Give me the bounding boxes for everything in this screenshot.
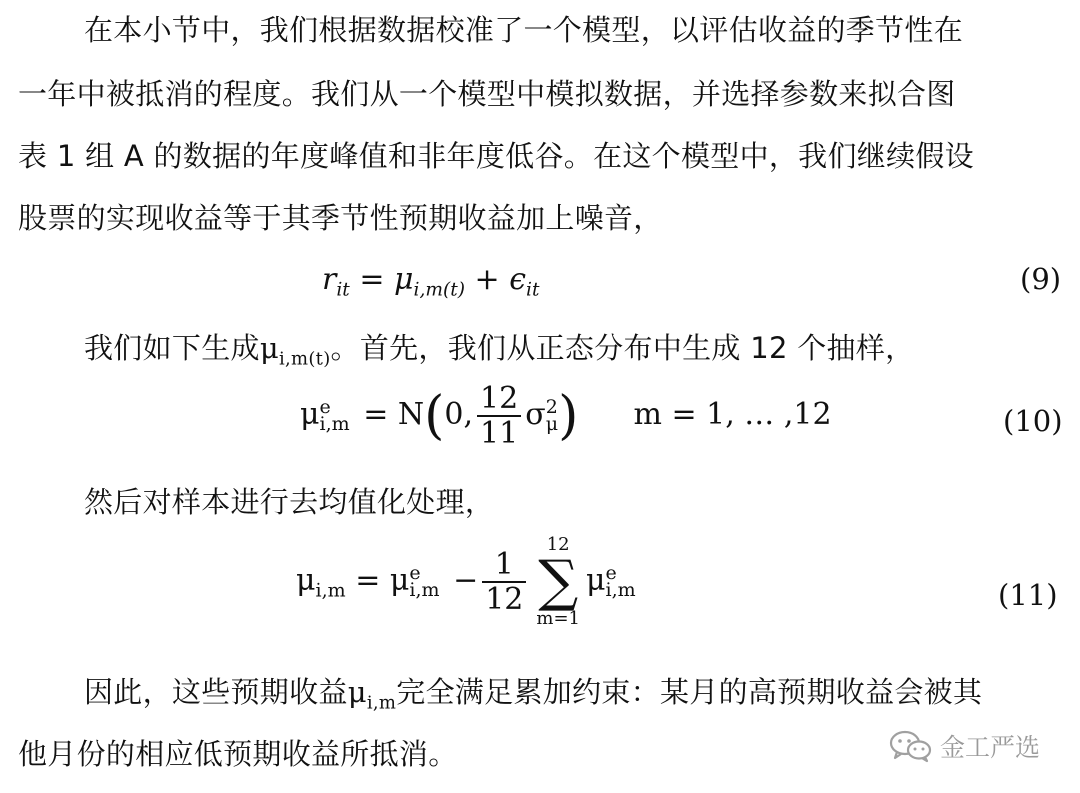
eq9-equals: =: [359, 262, 385, 297]
eq9-eps: ϵ: [509, 262, 527, 297]
eq11-mu-sup: e: [409, 561, 421, 584]
equation-10-number: (10): [1003, 404, 1063, 438]
eq10-zero: 0,: [444, 397, 474, 432]
equation-11: [296, 536, 636, 628]
equation-9-number: (9): [1020, 262, 1062, 296]
p4-mu-sub: i,m: [366, 692, 397, 714]
paragraph-1-line-3: 表 1 组 A 的数据的年度峰值和非年度低谷。在这个模型中，我们继续假设: [18, 139, 974, 173]
p4-text-after: 完全满足累加约束：某月的高预期收益会被其: [396, 675, 983, 709]
eq10-mu-sub: i,m: [319, 413, 350, 435]
eq9-mu-sub: i,m(t): [413, 279, 465, 301]
eq11-summation: [536, 536, 580, 628]
eq10-close-paren: ): [558, 386, 579, 446]
paragraph-3: 然后对样本进行去均值化处理，: [84, 485, 495, 519]
eq11-fraction: [482, 548, 526, 616]
eq11-sum-mu-sub: i,m: [605, 579, 636, 601]
paragraph-1-line-4: 股票的实现收益等于其季节性预期收益加上噪音，: [18, 201, 663, 235]
eq10-frac-den: 11: [480, 416, 519, 451]
eq10-mu: μ: [300, 397, 320, 432]
p2-text-before: 我们如下生成: [84, 331, 260, 365]
paragraph-1-line-2: 一年中被抵消的程度。我们从一个模型中模拟数据，并选择参数来拟合图: [18, 77, 956, 111]
watermark-text: 金工严选: [940, 733, 1041, 762]
p4-text-before: 因此，这些预期收益: [84, 675, 348, 709]
eq10-sigma: σ: [525, 397, 546, 432]
eq9-plus: +: [474, 262, 500, 297]
paragraph-4-line-1: [84, 670, 982, 713]
eq11-sum-mu: μ: [586, 563, 606, 598]
paragraph-1-line-1: 在本小节中，我们根据数据校准了一个模型，以评估收益的季节性在: [84, 13, 964, 47]
eq11-frac-num: 1: [482, 548, 526, 583]
eq9-lhs-sub: it: [336, 279, 350, 301]
eq11-lhs-mu: μ: [296, 563, 316, 598]
eq10-frac-num: 12: [477, 382, 521, 417]
eq10-range: m = 1, … ,12: [633, 397, 832, 432]
eq10-equals: =: [363, 397, 389, 432]
eq11-sum-symbol: ∑: [538, 549, 579, 614]
equation-9: [322, 262, 539, 301]
eq10-open-paren: (: [424, 386, 445, 446]
eq10-sigma-sup: 2: [545, 395, 558, 418]
eq11-sum-mu-sup: e: [605, 561, 617, 584]
p2-text-after: 。首先，我们从正态分布中生成 12 个抽样，: [330, 331, 915, 365]
eq10-mu-sup: e: [319, 395, 331, 418]
p2-mu: μ: [259, 331, 279, 365]
p4-mu: μ: [347, 675, 367, 709]
watermark: [888, 728, 1040, 764]
eq11-mu-sub: i,m: [409, 579, 440, 601]
eq9-eps-sub: it: [526, 279, 540, 301]
paragraph-4-line-2: 他月份的相应低预期收益所抵消。: [18, 737, 458, 771]
eq11-frac-den: 12: [485, 582, 524, 617]
eq9-lhs: r: [322, 262, 337, 297]
eq10-N: N: [397, 397, 425, 432]
equation-11-number: (11): [998, 578, 1058, 612]
eq11-lhs-sub: i,m: [315, 579, 346, 602]
p2-mu-sub: i,m(t): [278, 348, 331, 370]
eq10-fraction: [477, 382, 521, 450]
equation-10: [300, 382, 832, 450]
wechat-icon: [888, 729, 934, 763]
eq11-mu: μ: [389, 563, 410, 598]
eq11-equals: =: [355, 563, 381, 598]
eq11-sum-top: 12: [546, 534, 570, 555]
eq10-sigma-sub: μ: [545, 413, 559, 435]
eq11-minus: −: [453, 563, 479, 598]
paragraph-2: [84, 326, 914, 369]
eq9-mu: μ: [394, 262, 414, 297]
eq11-sum-bottom: m=1: [536, 608, 580, 629]
